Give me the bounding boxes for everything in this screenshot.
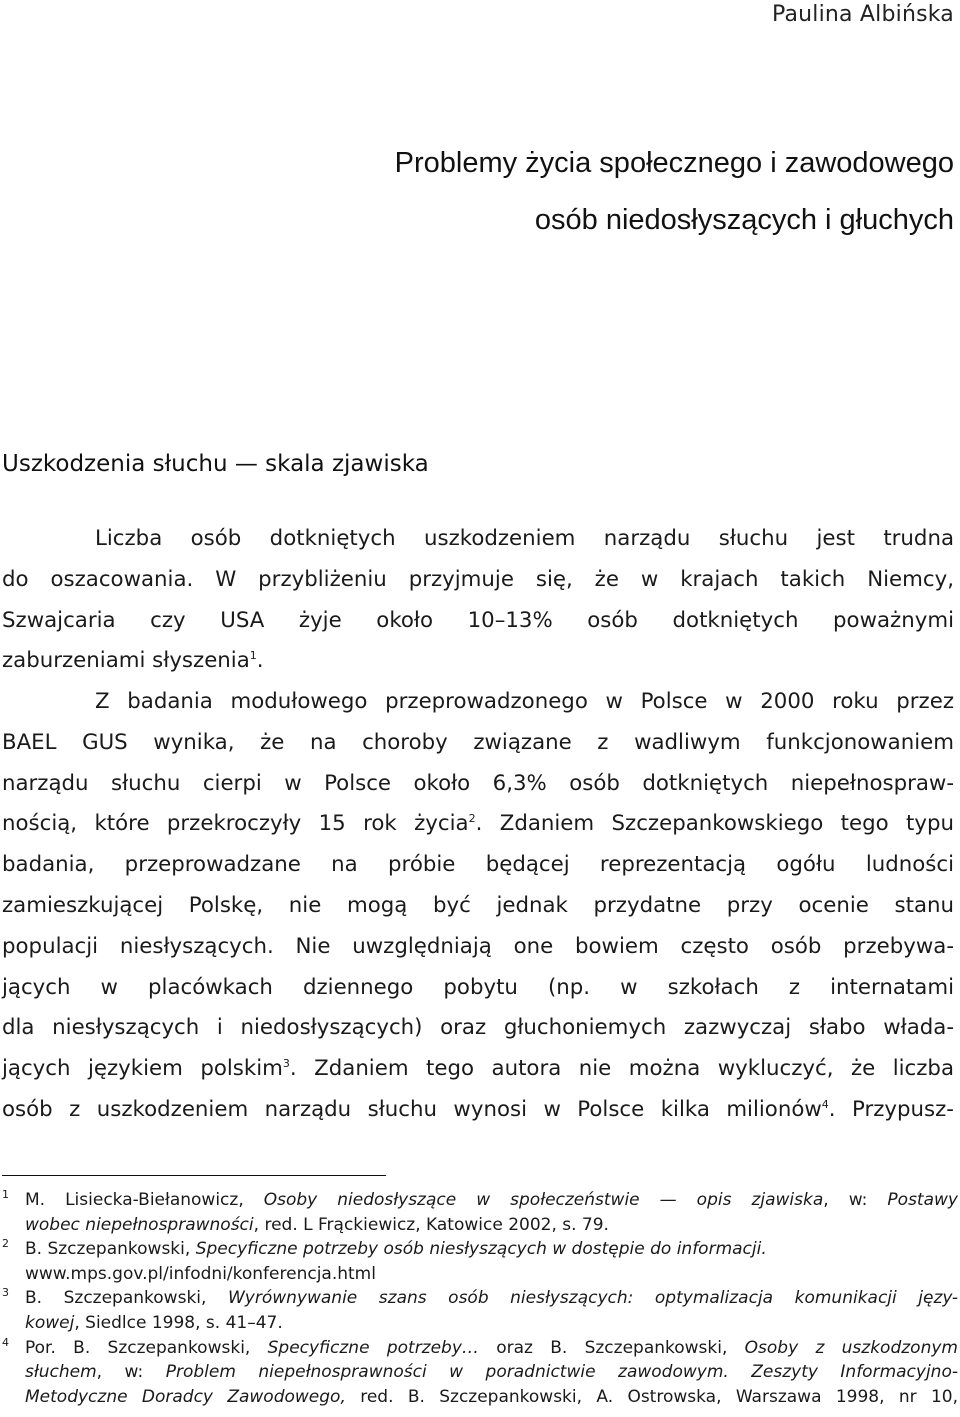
text-run: B. Szczepankowski, [25,1239,196,1260]
paragraph-line: Szwajcaria czy USA żyje około 10–13% osób dotkniętych poważnymi [2,607,954,633]
section-heading: Uszkodzenia słuchu — skala zjawiska [2,451,429,477]
text-run: . Przypusz- [828,1096,954,1122]
footnote-separator [2,1175,386,1176]
text-run: , Siedlce 1998, s. 41–47. [74,1312,283,1333]
text-run: . [256,648,264,674]
footnote-line [25,1286,958,1311]
paragraph-2 [2,682,954,1131]
text-run: B. Szczepankowski, [25,1288,228,1309]
text-run: zaburzeniami słyszenia [2,648,250,674]
footnote-link[interactable]: www.mps.gov.pl/infodni/konferencja.html [25,1263,376,1284]
paragraph-line: Liczba osób dotkniętych uszkodzeniem narządu słuchu jest trudna [95,526,954,551]
text-run: , w: [96,1362,166,1383]
text-run: Metodyczne Doradcy Zawodowego, [25,1386,346,1407]
text-run: . Zdaniem Szczepankowskiego tego typu [475,811,955,837]
footnote-number: 3 [2,1286,9,1300]
text-run: , w: [823,1190,888,1210]
paragraph-line [2,1049,954,1090]
text-run: Wyrównywanie szans osób niesłyszących: optymalizacja komunikacji języ- [227,1288,958,1309]
paragraph-line: jących w placówkach dziennego pobytu (np. w szkołach z internatami [2,974,954,1000]
footnote-ref[interactable]: 1 [249,649,257,663]
text-run: Osoby z uszkodzonym [744,1337,958,1358]
footnote-2 [2,1237,958,1286]
text-run: kowej [25,1312,75,1333]
footnote-ref[interactable]: 3 [282,1057,290,1071]
paragraph-line: BAEL GUS wynika, że na choroby związane z wadliwym funkcjonowaniem [2,729,954,755]
footnote-3 [2,1286,958,1335]
footnote-4 [2,1336,958,1410]
text-run: , red. L Frąckiewicz, Katowice 2002, s. 79. [253,1214,609,1235]
paragraph-line: zamieszkującej Polskę, nie mogą być jednak przydatne przy ocenie stanu [2,892,954,918]
text-run: wobec niepełnosprawności [25,1214,254,1235]
footnote-line [25,1360,958,1385]
paragraph-1 [2,519,954,682]
text-run: osób z uszkodzeniem narządu słuchu wynosi w Polsce kilka milionów [2,1096,822,1122]
paragraph-line [2,1090,954,1131]
footnote-line [25,1237,958,1262]
footnote-line [25,1213,958,1238]
text-run: jących językiem polskim [2,1056,283,1082]
text-run: Problem niepełnosprawności w poradnictwie zawodowym. Zeszyty Informacyjno- [165,1362,958,1383]
footnote-ref[interactable]: 2 [468,812,476,826]
footnote-number: 1 [2,1188,9,1201]
text-run: M. Lisiecka-Biełanowicz, [25,1190,264,1210]
text-run: słuchem [25,1362,97,1383]
footnote-line [25,1385,958,1410]
text-run: Osoby niedosłyszące w społeczeństwie — opis zjawiska [263,1190,824,1210]
text-run: Specyficzne potrzeby osób niesłyszących w dostępie do informacji. [195,1239,767,1260]
footnote-line [25,1311,958,1336]
text-run: Specyficzne potrzeby… [267,1337,479,1358]
paragraph-line [2,641,954,682]
text-run: . Zdaniem tego autora nie można wykluczyć, że liczba [289,1056,954,1082]
paragraph-line: do oszacowania. W przybliżeniu przyjmuje się, że w krajach takich Niemcy, [2,566,954,592]
page-title-line-1: Problemy życia społecznego i zawodowego [394,147,954,179]
footnote-1 [2,1188,958,1237]
text-run: Por. B. Szczepankowski, [25,1337,268,1358]
footnote-number: 2 [2,1237,9,1251]
paragraph-line: Z badania modułowego przeprowadzonego w Polsce w 2000 roku przez [95,689,954,714]
text-run: red. B. Szczepankowski, A. Ostrowska, Warszawa 1998, nr 10, [345,1386,958,1407]
paragraph-line: populacji niesłyszących. Nie uwzględniają one bowiem często osób przebywa- [2,933,954,959]
footnote-line [25,1336,958,1361]
text-run: nością, które przekroczyły 15 rok życia [2,811,469,837]
footnote-line [25,1188,958,1213]
footnotes [2,1188,958,1409]
text-run: oraz B. Szczepankowski, [478,1337,745,1358]
text-run: Postawy [887,1190,958,1210]
page-title-line-2: osób niedosłyszących i głuchych [534,204,954,236]
paragraph-line: narządu słuchu cierpi w Polsce około 6,3% osób dotkniętych niepełnospraw- [2,770,954,796]
paragraph-line: badania, przeprowadzane na próbie będącej reprezentacją ogółu ludności [2,852,954,878]
footnote-number: 4 [2,1335,9,1349]
running-header-author: Paulina Albińska [771,2,954,27]
paragraph-line [2,804,954,845]
footnote-ref[interactable]: 4 [821,1097,829,1111]
paragraph-line: dla niesłyszących i niedosłyszących) oraz głuchoniemych zazwyczaj słabo włada- [2,1015,954,1041]
